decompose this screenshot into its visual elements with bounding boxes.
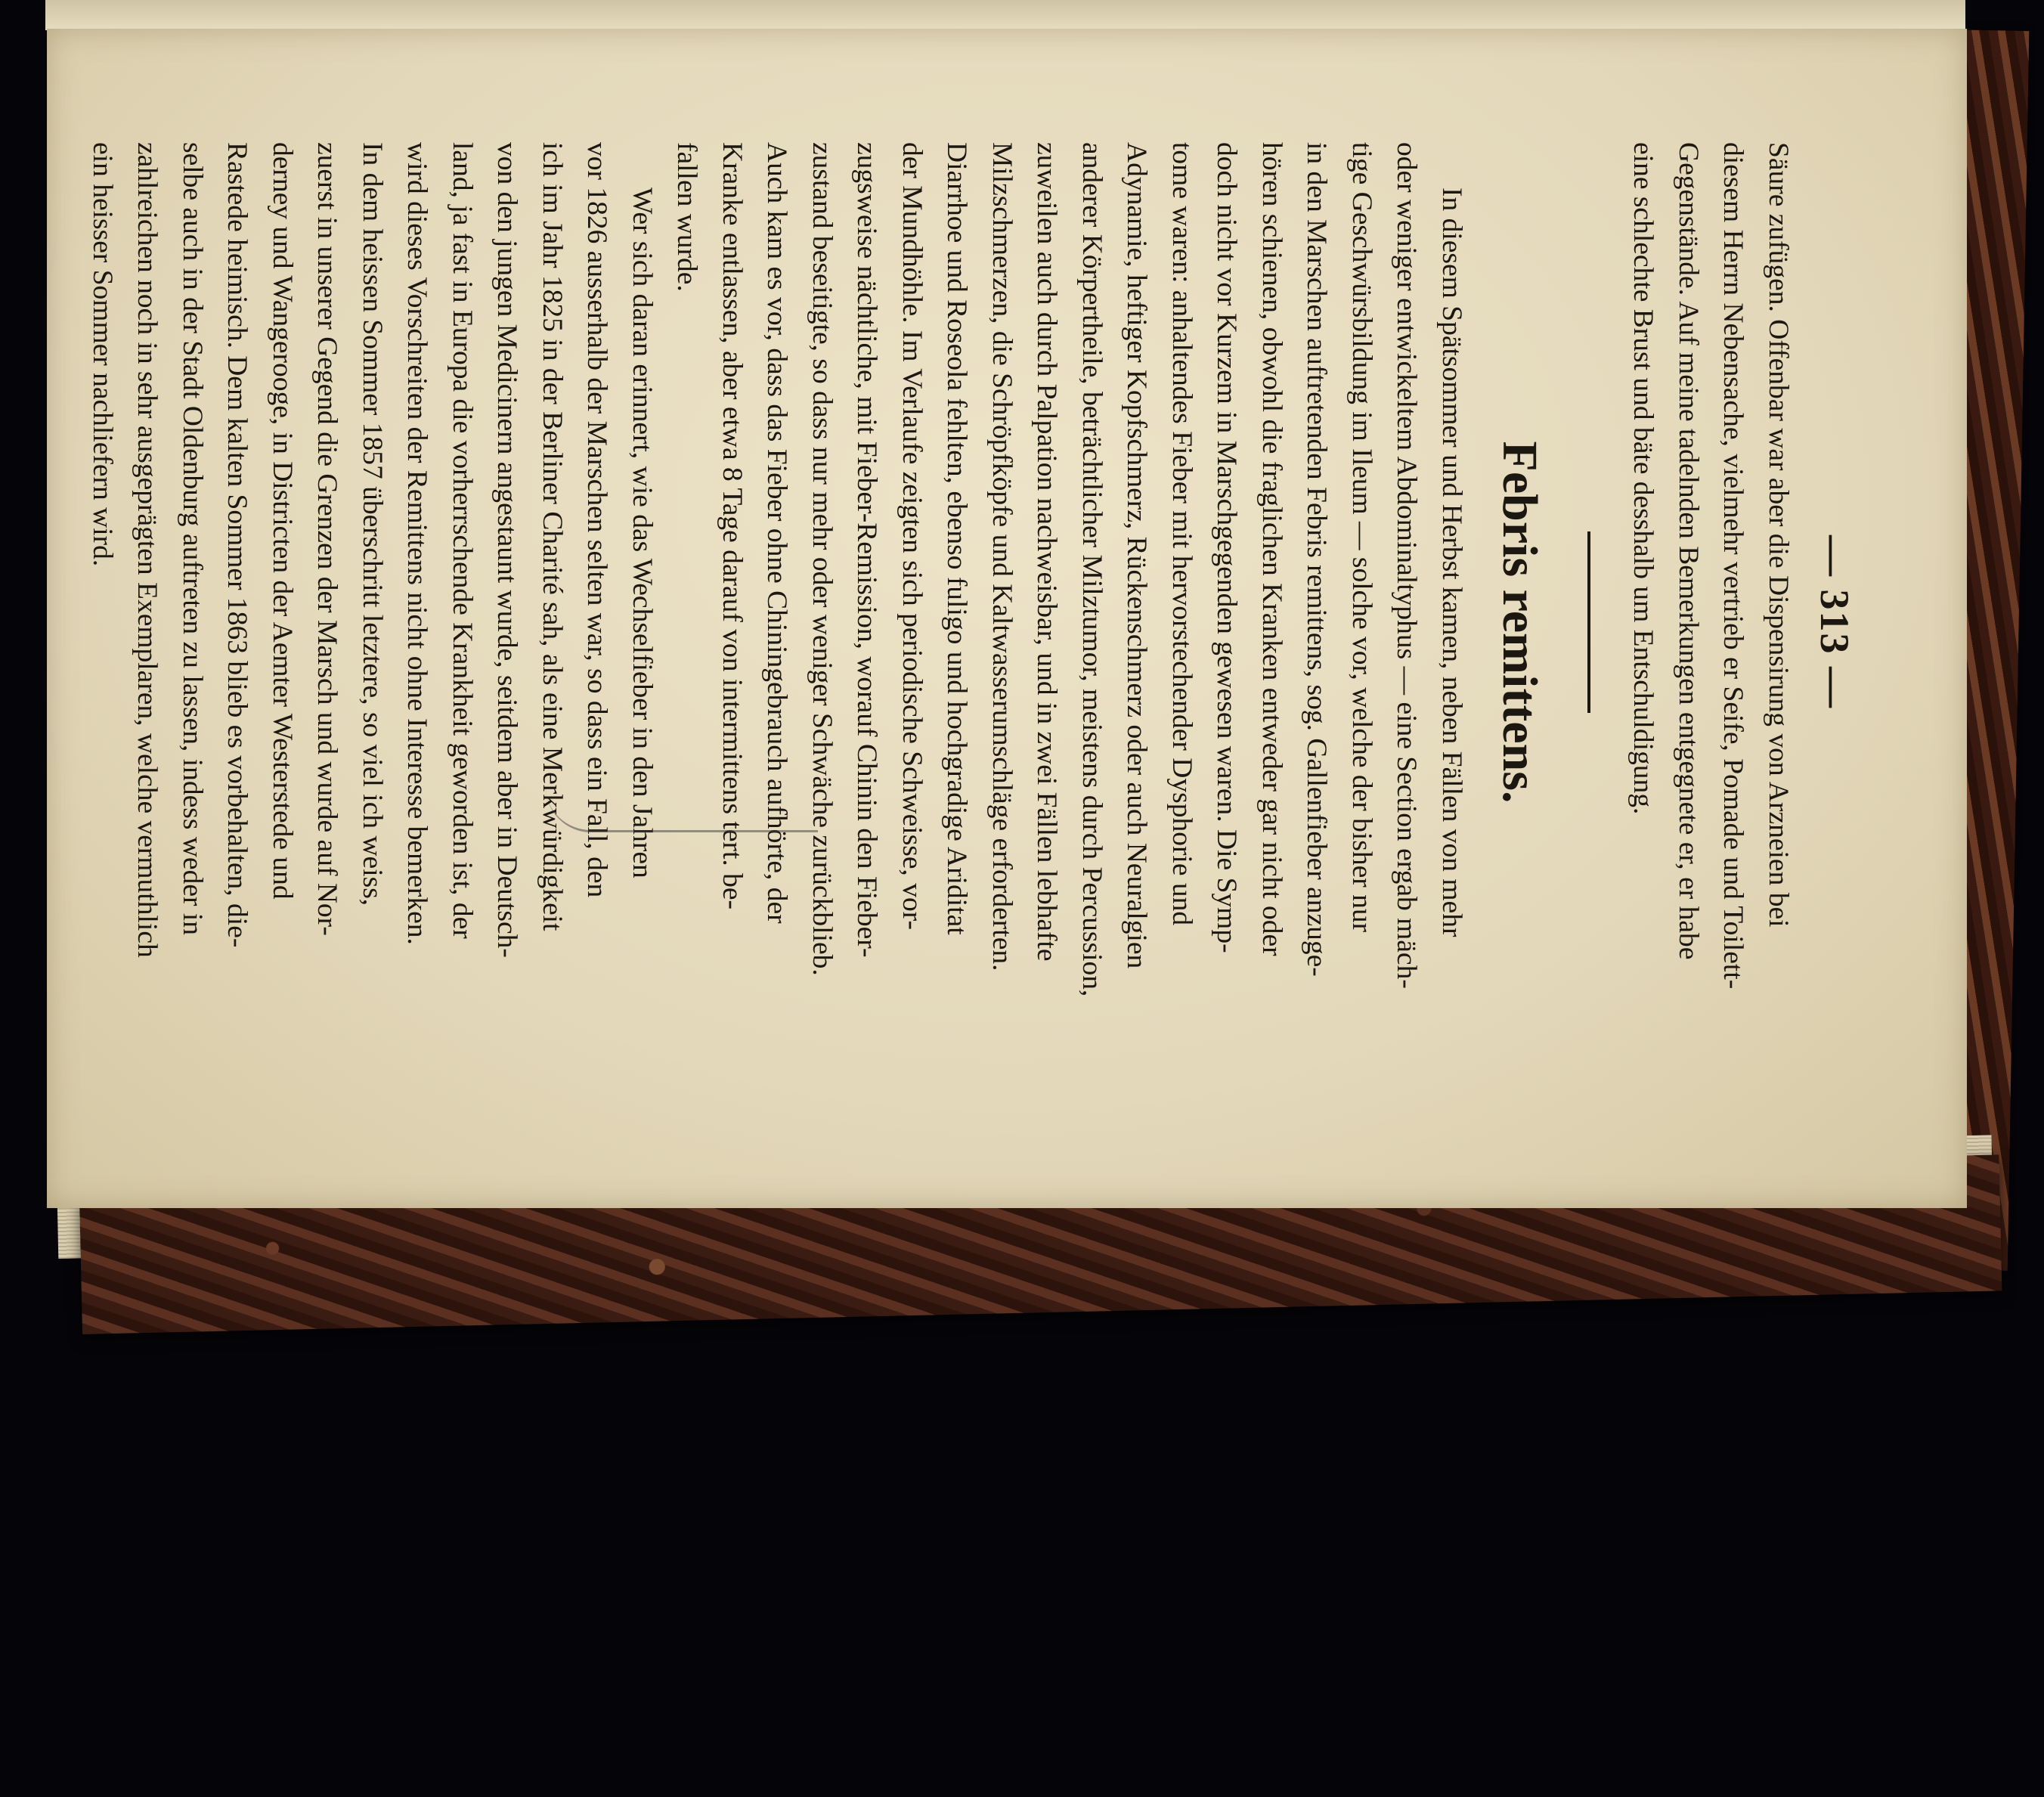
text-line: land, ja fast in Europa die vorherrschende Krankheit geworden ist, der [447, 142, 478, 939]
text-line: Rastede heimisch. Dem kalten Sommer 1863 blieb es vorbehalten, die- [221, 142, 253, 948]
text-line: der Mundhöhle. Im Verlaufe zeigten sich periodische Schweisse, vor- [897, 142, 928, 930]
page-number: — 313 — [1812, 535, 1857, 709]
text-line: Diarrhoe und Roseola fehlten, ebenso fuligo und hochgradige Ariditat [941, 142, 973, 935]
text-line: zugsweise nächtliche, mit Fieber-Remission, worauf Chinin den Fieber- [851, 142, 883, 958]
text-line: fallen wurde. [671, 142, 703, 292]
text-line: Milzschmerzen, die Schröpfköpfe und Kaltwasserumschläge erforderten. [986, 142, 1017, 971]
text-line: selbe auch in der Stadt Oldenburg auftreten zu lassen, indess weder in [177, 142, 208, 935]
text-line: doch nicht vor Kurzem in Marschgegenden gewesen waren. Die Symp- [1211, 142, 1243, 953]
text-line: zahlreichen noch in sehr ausgeprägten Exemplaren, welche vermuthlich [132, 142, 163, 958]
paragraph-2 [80, 142, 665, 1102]
text-line: ein heisser Sommer nachliefern wird. [87, 142, 118, 567]
intro-paragraph [1621, 142, 1801, 1102]
section-heading: Febris remittens. [1492, 441, 1547, 804]
text-line: Auch kam es vor, dass das Fieber ohne Chiningebrauch aufhörte, der [761, 142, 793, 924]
text-line: anderer Körpertheile, beträchtlicher Milztumor, meistens durch Percussion, [1076, 142, 1107, 997]
text-line: oder weniger entwickeltem Abdominaltyphus — eine Section ergab mäch- [1391, 142, 1423, 989]
text-line: Gegenstände. Auf meine tadelnden Bemerkungen entgegnete er, er habe [1673, 142, 1704, 960]
text-line: tige Geschwürsbildung im Ileum — solche vor, welche der bisher nur [1346, 142, 1377, 933]
text-line: Kranke entlassen, aber etwa 8 Tage darauf von intermittens tert. be- [717, 142, 748, 910]
text-line: In diesem Spätsommer und Herbst kamen, neben Fällen von mehr [1436, 187, 1467, 937]
rotated-text-block [47, 29, 1967, 1208]
text-line: vor 1826 ausserhalb der Marschen selten war, so dass ein Fall, den [581, 142, 613, 898]
pencil-mark [546, 785, 818, 832]
text-line: Säure zufügen. Offenbar war aber die Dispensirung von Arzneien bei [1763, 142, 1794, 928]
book-page [47, 29, 1967, 1208]
text-line: zuerst in unserer Gegend die Grenzen der Marsch und wurde auf Nor- [311, 142, 343, 936]
paragraph-1 [664, 142, 1474, 1102]
text-line: Adynamie, heftiger Kopfschmerz, Rückenschmerz oder auch Neuralgien [1121, 142, 1153, 969]
text-line: In dem heissen Sommer 1857 überschritt letztere, so viel ich weiss, [357, 142, 388, 906]
text-line: ich im Jahr 1825 in der Berliner Charité sah, als eine Merkwürdigkeit [537, 142, 568, 931]
text-line: in den Marschen auftretenden Febris remittens, sog. Gallenfieber anzuge- [1301, 142, 1333, 977]
text-line: Wer sich daran erinnert, wie das Wechselfieber in den Jahren [627, 187, 658, 878]
text-line: wird dieses Vorschreiten der Remittens nicht ohne Interesse bemerken. [401, 142, 433, 945]
text-line: derney und Wangerooge, in Districten der Aemter Westerstede und [267, 142, 298, 900]
top-page-edge [45, 0, 1965, 30]
text-line: tome waren: anhaltendes Fieber mit hervorstechender Dysphorie und [1166, 142, 1197, 926]
section-divider [1587, 531, 1590, 713]
text-line: zuweilen auch durch Palpation nachweisbar, und in zwei Fällen lebhafte [1031, 142, 1063, 962]
text-line: zustand beseitigte, so dass nur mehr oder weniger Schwäche zurückblieb. [807, 142, 838, 976]
text-line: hören schienen, obwohl die fraglichen Kranken entweder gar nicht oder [1256, 142, 1287, 956]
text-line: von den jungen Medicinern angestaunt wurde, seitdem aber in Deutsch- [491, 142, 523, 958]
page-text-area [80, 142, 1869, 1102]
text-line: diesem Herrn Nebensache, vielmehr vertrieb er Seife, Pomade und Toilett- [1717, 142, 1749, 990]
text-line: eine schlechte Brust und bäte desshalb um Entschuldigung. [1627, 142, 1659, 815]
